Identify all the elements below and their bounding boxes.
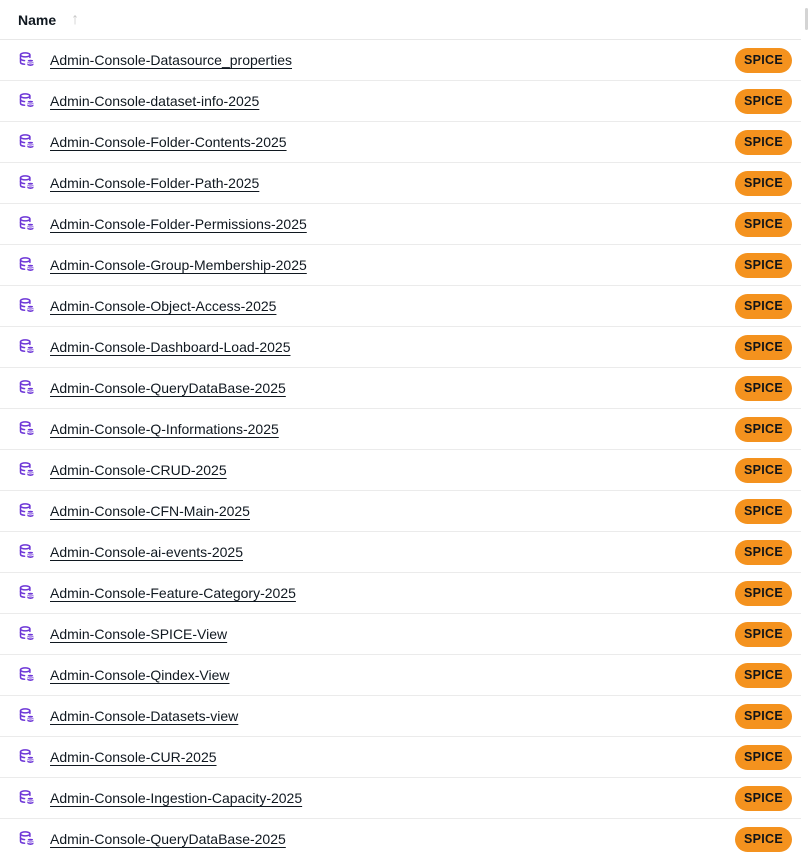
- sort-ascending-arrow-icon[interactable]: ↑: [71, 10, 80, 28]
- table-row: [0, 327, 801, 368]
- dataset-link[interactable]: Admin-Console-Object-Access-2025: [50, 298, 277, 314]
- dataset-icon: [18, 215, 36, 233]
- dataset-link[interactable]: Admin-Console-QueryDataBase-2025: [50, 831, 286, 847]
- spice-badge: SPICE: [735, 499, 792, 524]
- dataset-icon: [18, 379, 36, 397]
- dataset-link[interactable]: Admin-Console-CUR-2025: [50, 749, 217, 765]
- table-row: [0, 81, 801, 122]
- spice-badge: SPICE: [735, 171, 792, 196]
- spice-badge: SPICE: [735, 294, 792, 319]
- dataset-icon: [18, 625, 36, 643]
- dataset-icon: [18, 92, 36, 110]
- spice-badge: SPICE: [735, 48, 792, 73]
- spice-badge: SPICE: [735, 212, 792, 237]
- spice-badge: SPICE: [735, 827, 792, 852]
- table-row: [0, 245, 801, 286]
- dataset-icon: [18, 338, 36, 356]
- dataset-icon: [18, 297, 36, 315]
- spice-badge: SPICE: [735, 622, 792, 647]
- dataset-link[interactable]: Admin-Console-Folder-Path-2025: [50, 175, 260, 191]
- spice-badge: SPICE: [735, 130, 792, 155]
- table-row: [0, 163, 801, 204]
- dataset-link[interactable]: Admin-Console-QueryDataBase-2025: [50, 380, 286, 396]
- dataset-icon: [18, 256, 36, 274]
- vertical-scrollbar-thumb[interactable]: [805, 8, 808, 30]
- table-row: [0, 614, 801, 655]
- spice-badge: SPICE: [735, 704, 792, 729]
- dataset-link[interactable]: Admin-Console-SPICE-View: [50, 626, 228, 642]
- dataset-link[interactable]: Admin-Console-Folder-Permissions-2025: [50, 216, 307, 232]
- spice-badge: SPICE: [735, 786, 792, 811]
- spice-badge: SPICE: [735, 335, 792, 360]
- dataset-icon: [18, 133, 36, 151]
- table-row: [0, 450, 801, 491]
- dataset-link[interactable]: Admin-Console-Feature-Category-2025: [50, 585, 296, 601]
- spice-badge: SPICE: [735, 89, 792, 114]
- dataset-link[interactable]: Admin-Console-Q-Informations-2025: [50, 421, 279, 437]
- dataset-link[interactable]: Admin-Console-CFN-Main-2025: [50, 503, 250, 519]
- dataset-icon: [18, 502, 36, 520]
- table-row: [0, 778, 801, 819]
- name-column-header[interactable]: Name: [18, 11, 57, 28]
- spice-badge: SPICE: [735, 253, 792, 278]
- table-row: [0, 204, 801, 245]
- dataset-link[interactable]: Admin-Console-Folder-Contents-2025: [50, 134, 287, 150]
- table-row: [0, 368, 801, 409]
- spice-badge: SPICE: [735, 376, 792, 401]
- dataset-link[interactable]: Admin-Console-Qindex-View: [50, 667, 230, 683]
- table-row: [0, 655, 801, 696]
- table-row: [0, 40, 801, 81]
- dataset-link[interactable]: Admin-Console-Dashboard-Load-2025: [50, 339, 291, 355]
- dataset-icon: [18, 174, 36, 192]
- spice-badge: SPICE: [735, 417, 792, 442]
- dataset-rows: [0, 40, 801, 855]
- table-row: [0, 737, 801, 778]
- dataset-icon: [18, 707, 36, 725]
- table-header-row: [0, 0, 801, 40]
- dataset-link[interactable]: Admin-Console-Datasource_properties: [50, 52, 293, 68]
- table-row: [0, 122, 801, 163]
- dataset-icon: [18, 461, 36, 479]
- dataset-link[interactable]: Admin-Console-Ingestion-Capacity-2025: [50, 790, 303, 806]
- spice-badge: SPICE: [735, 581, 792, 606]
- dataset-icon: [18, 584, 36, 602]
- spice-badge: SPICE: [735, 663, 792, 688]
- dataset-link[interactable]: Admin-Console-Group-Membership-2025: [50, 257, 307, 273]
- spice-badge: SPICE: [735, 458, 792, 483]
- dataset-icon: [18, 420, 36, 438]
- dataset-link[interactable]: Admin-Console-ai-events-2025: [50, 544, 243, 560]
- table-row: [0, 696, 801, 737]
- spice-badge: SPICE: [735, 540, 792, 565]
- table-row: [0, 491, 801, 532]
- dataset-icon: [18, 51, 36, 69]
- table-row: [0, 409, 801, 450]
- dataset-icon: [18, 543, 36, 561]
- dataset-icon: [18, 748, 36, 766]
- dataset-icon: [18, 789, 36, 807]
- dataset-icon: [18, 666, 36, 684]
- dataset-icon: [18, 830, 36, 848]
- table-row: [0, 573, 801, 614]
- dataset-link[interactable]: Admin-Console-Datasets-view: [50, 708, 239, 724]
- table-row: [0, 819, 801, 855]
- table-row: [0, 532, 801, 573]
- dataset-link[interactable]: Admin-Console-CRUD-2025: [50, 462, 227, 478]
- table-row: [0, 286, 801, 327]
- spice-badge: SPICE: [735, 745, 792, 770]
- dataset-link[interactable]: Admin-Console-dataset-info-2025: [50, 93, 260, 109]
